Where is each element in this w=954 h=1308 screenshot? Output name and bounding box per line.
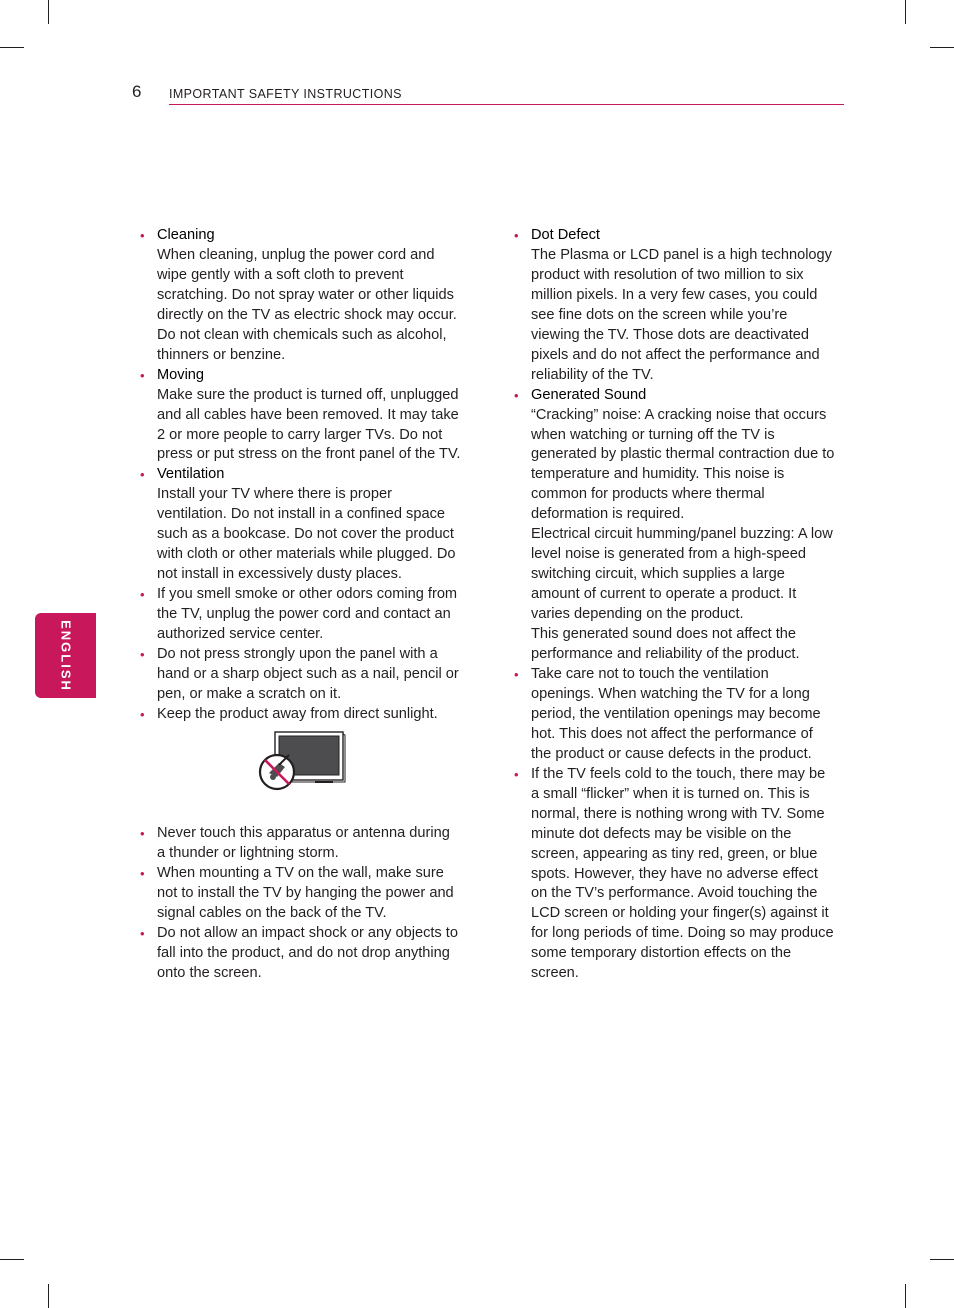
item-text: If the TV feels cold to the touch, there may be a small “flicker” when it is turned on. This is normal, there is nothing wrong with TV. Some minute dot defects may be visible on the screen, appearing as tiny red, green, or blue spots. However, they have no adverse effect on the TV’s performance. Avoid touching the LCD screen or holding your finger(s) against it for long periods of time. Doing so may produce some temporary distortion effects on the screen. bbox=[531, 765, 834, 982]
item-text: Take care not to touch the ventilation openings. When watching the TV for a long period, the ventilation openings may become hot. This does not affect the performance of the product or cause defects in the product. bbox=[531, 665, 821, 762]
item-text: Never touch this apparatus or antenna during a thunder or lightning storm. bbox=[157, 824, 450, 861]
bullet-icon: • bbox=[140, 587, 145, 603]
list-item bbox=[140, 645, 462, 705]
bullet-icon: • bbox=[140, 865, 145, 881]
item-text: When cleaning, unplug the power cord and wipe gently with a soft cloth to prevent scratching. Do not spray water or other liquids directly on the TV as electric shock may occur. Do not clean with chemicals such as alcohol, thinners or benzine. bbox=[157, 246, 457, 363]
crop-mark bbox=[930, 47, 954, 48]
crop-mark bbox=[905, 1284, 906, 1308]
no-scratch-tv-figure bbox=[140, 731, 462, 811]
item-text: This generated sound does not affect the performance and reliability of the product. bbox=[531, 626, 800, 663]
item-text: Install your TV where there is proper ventilation. Do not install in a confined space such as a bookcase. Do not cover the product with cloth or other materials while plugged. Do not install in excessively dusty places. bbox=[157, 486, 456, 583]
page-number: 6 bbox=[132, 82, 142, 101]
item-title: Cleaning bbox=[157, 227, 215, 243]
list-item bbox=[140, 824, 462, 864]
crop-mark bbox=[930, 1259, 954, 1260]
item-text: Make sure the product is turned off, unplugged and all cables have been removed. It may take 2 or more people to carry larger TVs. Do not press or put stress on the front panel of the TV. bbox=[157, 386, 461, 463]
list-item bbox=[514, 765, 836, 984]
right-column bbox=[514, 226, 836, 984]
bullet-icon: • bbox=[140, 228, 145, 243]
language-tab bbox=[35, 613, 96, 698]
bullet-icon: • bbox=[514, 766, 519, 782]
list-item bbox=[514, 665, 836, 765]
list-item bbox=[140, 705, 462, 725]
item-text: Do not allow an impact shock or any objects to fall into the product, and do not drop anything onto the screen. bbox=[157, 924, 458, 981]
bullet-icon: • bbox=[514, 228, 519, 243]
list-item-cleaning bbox=[140, 226, 462, 366]
header-rule bbox=[169, 104, 844, 105]
no-scratch-tv-icon bbox=[257, 731, 349, 793]
item-text: Keep the product away from direct sunlight. bbox=[157, 705, 438, 722]
item-text: When mounting a TV on the wall, make sure not to install the TV by hanging the power and signal cables on the back of the TV. bbox=[157, 864, 454, 921]
list-item-dot-defect bbox=[514, 226, 836, 386]
item-text: “Cracking” noise: A cracking noise that occurs when watching or turning off the TV is generated by plastic thermal contraction due to temperature and humidity. This noise is common for products where thermal deformation is required. bbox=[531, 406, 835, 523]
bullet-icon: • bbox=[140, 706, 145, 722]
item-title: Moving bbox=[157, 366, 205, 383]
left-column bbox=[140, 226, 462, 983]
list-item-ventilation bbox=[140, 465, 462, 585]
item-title: Dot Defect bbox=[531, 227, 600, 243]
item-text: Do not press strongly upon the panel with a hand or a sharp object such as a nail, pencil or pen, or make a scratch on it. bbox=[157, 646, 459, 702]
list-item bbox=[140, 585, 462, 645]
bullet-icon: • bbox=[514, 387, 519, 403]
crop-mark bbox=[48, 1284, 49, 1308]
crop-mark bbox=[0, 1259, 24, 1260]
bullet-icon: • bbox=[514, 666, 519, 682]
item-text: Electrical circuit humming/panel buzzing: A low level noise is generated from a high-speed switching circuit, which supplies a large amount of current to operate a product. It varies depending on the product. bbox=[531, 526, 833, 623]
bullet-icon: • bbox=[140, 467, 145, 483]
bullet-icon: • bbox=[140, 925, 145, 941]
bullet-icon: • bbox=[140, 647, 145, 663]
bullet-icon: • bbox=[140, 367, 145, 383]
item-title: Ventilation bbox=[157, 466, 225, 483]
crop-mark bbox=[0, 47, 24, 48]
language-tab-label: ENGLISH bbox=[58, 619, 73, 692]
list-item-generated-sound bbox=[514, 386, 836, 665]
list-item-moving bbox=[140, 366, 462, 466]
crop-mark bbox=[48, 0, 49, 24]
item-text: The Plasma or LCD panel is a high technology product with resolution of two million to six million pixels. In a very few cases, you could see fine dots on the screen while you’re viewing the TV. Those dots are deactivated pixels and do not affect the performance and reliability of the TV. bbox=[531, 246, 832, 383]
bullet-icon: • bbox=[140, 825, 145, 841]
section-title: IMPORTANT SAFETY INSTRUCTIONS bbox=[169, 87, 402, 101]
crop-mark bbox=[905, 0, 906, 24]
item-title: Generated Sound bbox=[531, 386, 647, 403]
list-item bbox=[140, 924, 462, 984]
item-text: If you smell smoke or other odors coming from the TV, unplug the power cord and contact an authorized service center. bbox=[157, 586, 458, 643]
list-item bbox=[140, 864, 462, 924]
